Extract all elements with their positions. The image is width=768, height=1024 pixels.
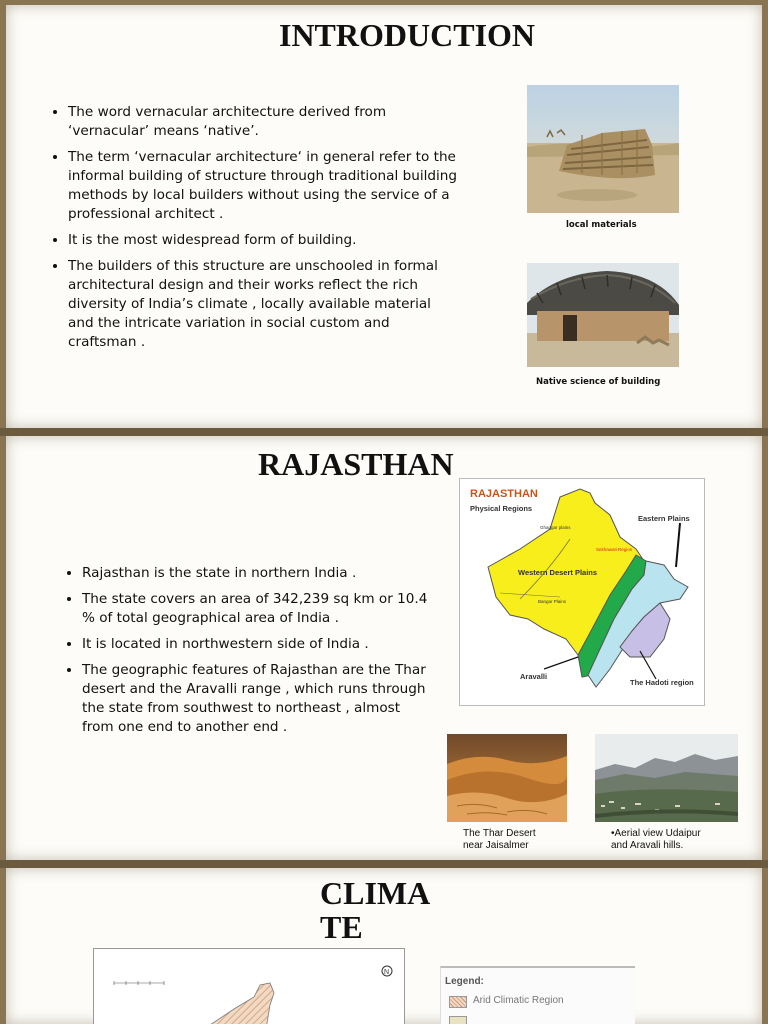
map-graphic <box>460 479 704 705</box>
map-label-shekhawati: Sekhawati Region <box>596 547 633 552</box>
thar-desert-photo <box>447 734 567 822</box>
map-label-western-desert: Western Desert Plains <box>518 568 598 577</box>
bullet-list <box>50 103 460 359</box>
local-materials-photo <box>527 85 679 213</box>
hut-photo <box>527 263 679 367</box>
bullet-item: • The word vernacular architecture derived from ‘vernacular’ means ‘native’. <box>68 103 460 141</box>
slide-rajasthan <box>0 436 768 860</box>
slide-title: INTRODUCTION <box>278 17 536 53</box>
map-label-hadoti: The Hadoti region <box>630 678 694 687</box>
bullet-list <box>64 564 432 744</box>
svg-text:N: N <box>384 969 390 976</box>
map-subtitle: Physical Regions <box>470 504 533 513</box>
map-label-ghaggar: Ghaggar plains <box>540 525 571 530</box>
legend-title: Legend: <box>445 976 484 987</box>
title-line: CLIMA <box>320 875 431 911</box>
bullet-item: • The geographic features of Rajasthan are the Thar desert and the Aravalli range , which runs through the state from southwest to northeast , almost from one end to another end . <box>82 661 432 737</box>
caption-text: The Thar Desert near Jaisalmer <box>463 828 536 851</box>
photo-caption <box>463 828 555 852</box>
slide-title: RAJASTHAN <box>258 446 454 482</box>
legend-box <box>440 966 635 1024</box>
bullet-item: • The state covers an area of 342,239 sq km or 10.4 % of total geographical area of India . <box>82 590 432 628</box>
rajasthan-physical-map <box>459 478 705 706</box>
slide-title <box>320 876 430 944</box>
slide-climate <box>0 868 768 1024</box>
photo-caption <box>611 828 711 852</box>
udaipur-aravali-photo <box>595 734 738 822</box>
legend-item: Arid Climatic Region <box>473 995 564 1006</box>
map-label-eastern-plains: Eastern Plains <box>638 514 690 523</box>
map-label-aravalli: Aravalli <box>520 672 548 681</box>
climate-map <box>93 948 405 1024</box>
bullet-item: • Rajasthan is the state in northern India . <box>82 564 432 583</box>
caption-text: •Aerial view Udaipur and Aravali hills. <box>611 828 701 851</box>
photo-caption: Native science of building <box>536 377 661 387</box>
slide-introduction <box>0 0 768 428</box>
photo-caption: local materials <box>566 220 637 230</box>
title-line: TE <box>320 909 363 945</box>
map-label-bangar: Bangar Plains <box>538 599 567 604</box>
map-title: RAJASTHAN <box>470 488 538 500</box>
legend-swatch <box>449 996 467 1008</box>
bullet-item: • It is located in northwestern side of India . <box>82 635 432 654</box>
bullet-item: • The term ‘vernacular architecture‘ in general refer to the informal building of structure through traditional building methods by local builders without using the service of a professional architect . <box>68 148 460 224</box>
bullet-item: • The builders of this structure are unschooled in formal architectural design and their works reflect the rich diversity of India’s climate , locally available material and the intricate variation in social custom and craftsman . <box>68 257 460 352</box>
bullet-item: • It is the most widespread form of building. <box>68 231 460 250</box>
legend-swatch <box>449 1016 467 1024</box>
